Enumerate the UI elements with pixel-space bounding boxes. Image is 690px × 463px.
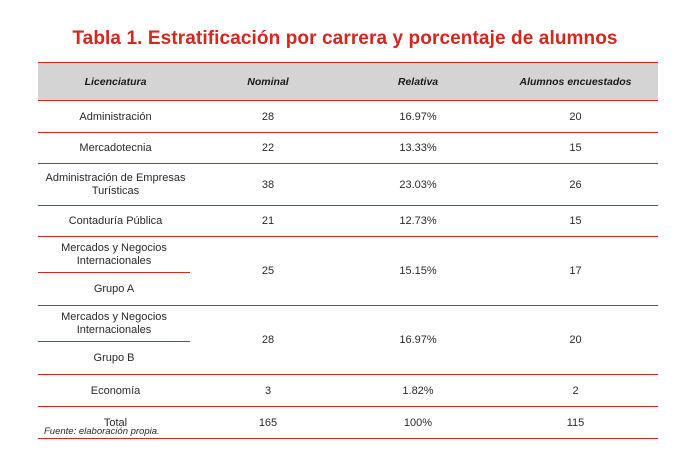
cell-relativa: 23.03%: [343, 164, 493, 206]
table-row: [38, 206, 658, 237]
cell-nominal: 28: [193, 101, 343, 133]
column-header-relativa: Relativa: [343, 63, 493, 101]
column-header-nominal: Nominal: [193, 63, 343, 101]
cell-licenciatura: Administración de Empresas Turísticas: [38, 164, 193, 206]
cell-relativa: 1.82%: [343, 375, 493, 407]
table-row: [38, 306, 658, 375]
cell-alumnos: 20: [493, 101, 658, 133]
cell-alumnos: 17: [493, 237, 658, 306]
cell-nominal: 22: [193, 133, 343, 164]
table-row: [38, 133, 658, 164]
data-table-container: [38, 62, 658, 439]
cell-licenciatura: Administración: [38, 101, 193, 133]
cell-nominal: 3: [193, 375, 343, 407]
cell-relativa: 16.97%: [343, 306, 493, 375]
column-header-alumnos: Alumnos encuestados: [493, 63, 658, 101]
cell-licenciatura: Economía: [38, 375, 193, 407]
table-header-row: [38, 63, 658, 101]
column-header-licenciatura: Licenciatura: [38, 63, 193, 101]
table-row: [38, 164, 658, 206]
cell-licenciatura: Contaduría Pública: [38, 206, 193, 237]
table-row: [38, 237, 658, 306]
cell-alumnos: 20: [493, 306, 658, 375]
cell-relativa: 13.33%: [343, 133, 493, 164]
table-row: [38, 101, 658, 133]
cell-grupo: Grupo A: [93, 282, 135, 295]
cell-nominal: 25: [193, 237, 343, 306]
source-note: Fuente: elaboración propia.: [44, 426, 160, 437]
cell-alumnos: 26: [493, 164, 658, 206]
cell-relativa: 16.97%: [343, 101, 493, 133]
cell-alumnos: 115: [493, 407, 658, 439]
cell-nominal: 165: [193, 407, 343, 439]
cell-licenciatura-group: [38, 306, 193, 375]
cell-relativa: 15.15%: [343, 237, 493, 306]
cell-licenciatura-group: [38, 237, 193, 306]
cell-alumnos: 15: [493, 133, 658, 164]
data-table: [38, 62, 658, 439]
cell-relativa: 12.73%: [343, 206, 493, 237]
table-row: [38, 375, 658, 407]
cell-relativa: 100%: [343, 407, 493, 439]
cell-licenciatura: Mercados y Negocios Internacionales: [38, 238, 190, 273]
cell-licenciatura: Total: [38, 407, 193, 439]
table-title: Tabla 1. Estratificación por carrera y porcentaje de alumnos: [72, 28, 618, 49]
cell-licenciatura: Mercadotecnia: [38, 133, 193, 164]
cell-nominal: 28: [193, 306, 343, 375]
cell-licenciatura: Mercados y Negocios Internacionales: [38, 307, 190, 342]
cell-nominal: 21: [193, 206, 343, 237]
cell-grupo: Grupo B: [93, 351, 135, 364]
cell-alumnos: 2: [493, 375, 658, 407]
cell-alumnos: 15: [493, 206, 658, 237]
cell-nominal: 38: [193, 164, 343, 206]
